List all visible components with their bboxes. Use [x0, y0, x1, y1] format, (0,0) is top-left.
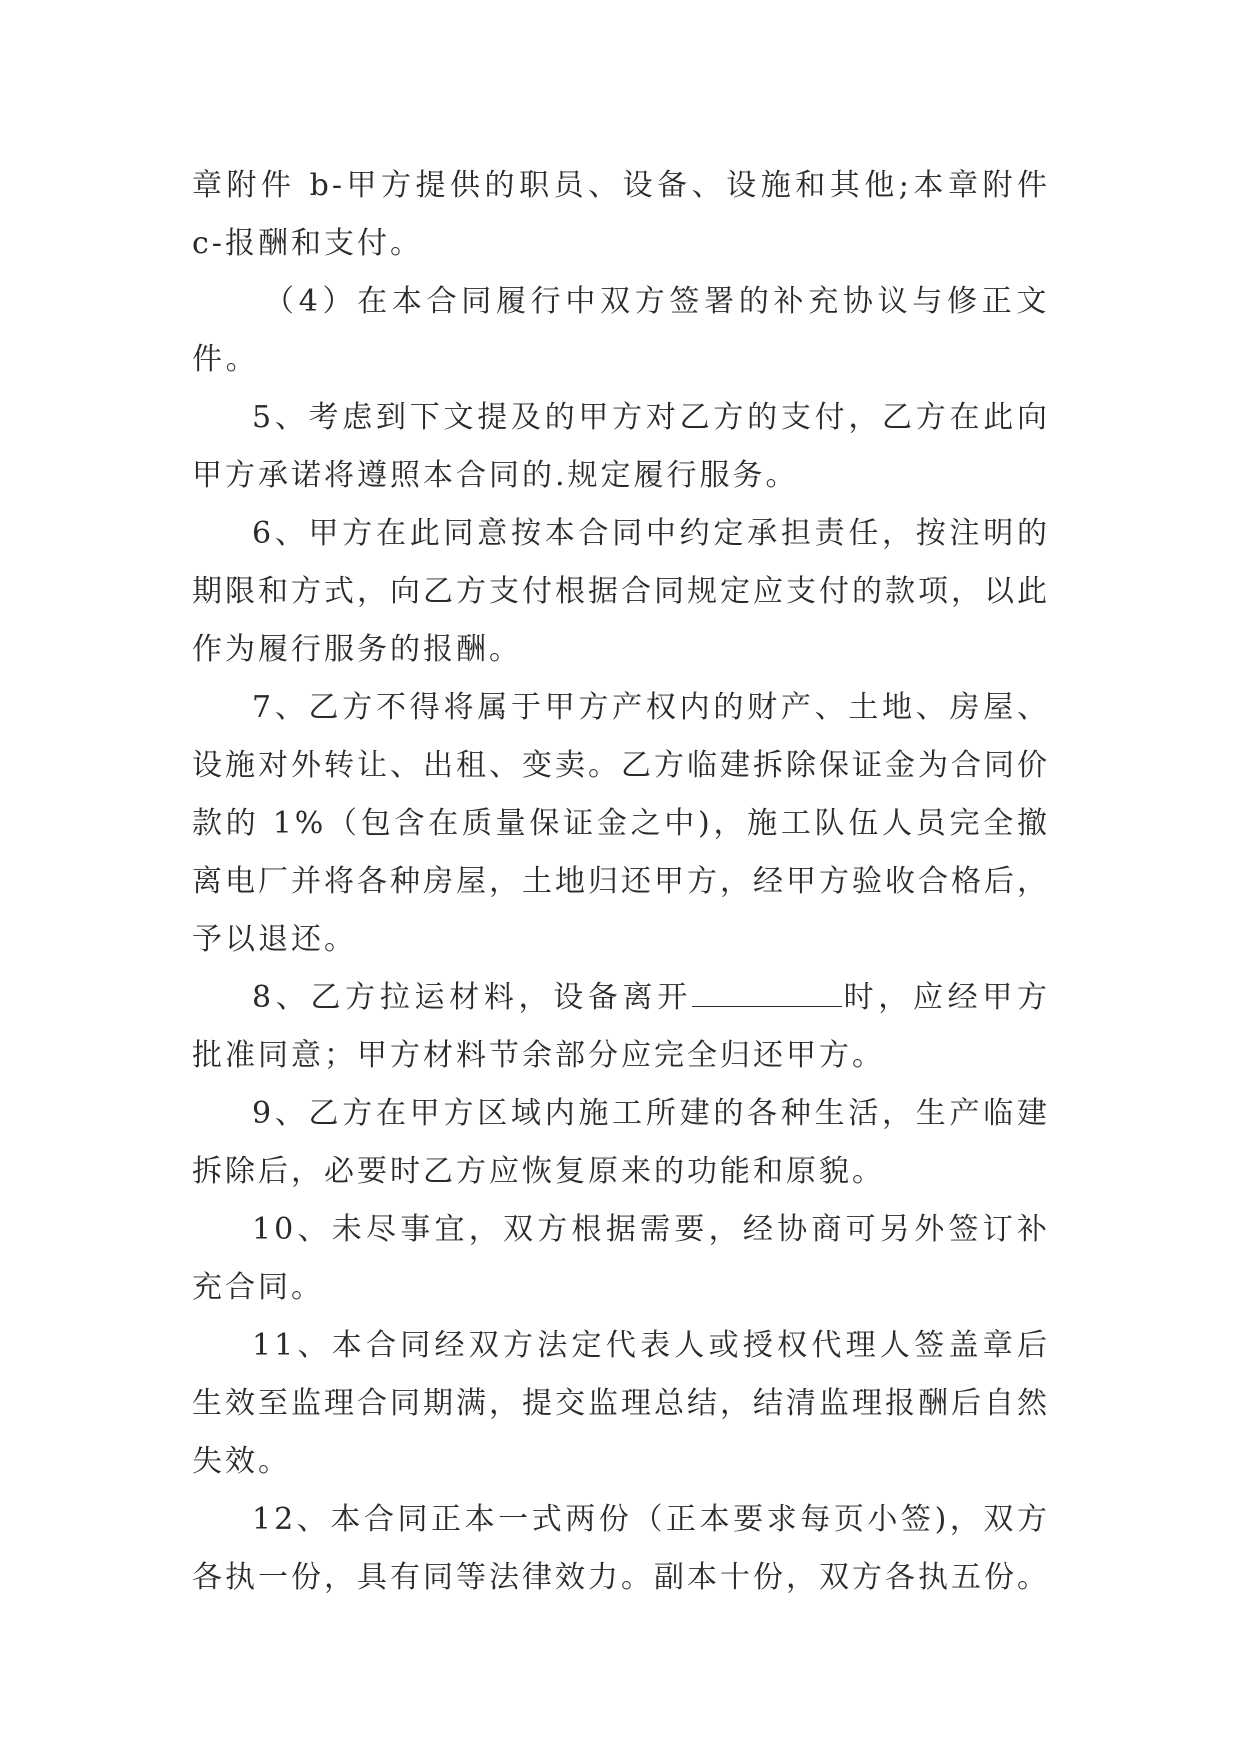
paragraph-item-11: 11、本合同经双方法定代表人或授权代理人签盖章后生效至监理合同期满，提交监理总结，结清监理报酬后自然失效。	[192, 1328, 1050, 1479]
paragraph-item-8-before: 8、乙方拉运材料，设备离开	[252, 980, 692, 1015]
paragraph-item-4: （4）在本合同履行中双方签署的补充协议与修正文件。	[192, 284, 1050, 377]
paragraph-annex-continuation: 章附件 b-甲方提供的职员、设备、设施和其他;本章附件 c-报酬和支付。	[192, 168, 1050, 261]
fill-in-blank	[692, 1005, 842, 1007]
paragraph-item-12: 12、本合同正本一式两份（正本要求每页小签)，双方各执一份，具有同等法律效力。副本十份，双方各执五份。	[192, 1502, 1050, 1595]
paragraph-item-7: 7、乙方不得将属于甲方产权内的财产、土地、房屋、设施对外转让、出租、变卖。乙方临建拆除保证金为合同价款的 1%（包含在质量保证金之中)，施工队伍人员完全撤离电厂并将各种房屋，土地归还甲方，经甲方验收合格后，予以退还。	[192, 690, 1050, 957]
document-body	[192, 157, 1050, 1607]
paragraph-item-6: 6、甲方在此同意按本合同中约定承担责任，按注明的期限和方式，向乙方支付根据合同规定应支付的款项，以此作为履行服务的报酬。	[192, 516, 1050, 667]
paragraph-item-9: 9、乙方在甲方区域内施工所建的各种生活，生产临建拆除后，必要时乙方应恢复原来的功能和原貌。	[192, 1096, 1050, 1189]
paragraph-item-8-after: 时，应经甲方批准同意；甲方材料节余部分应完全归还甲方。	[192, 980, 1050, 1073]
paragraph-item-8	[192, 969, 1050, 1085]
paragraph-item-10: 10、未尽事宜，双方根据需要，经协商可另外签订补充合同。	[192, 1212, 1050, 1305]
paragraph-item-5: 5、考虑到下文提及的甲方对乙方的支付，乙方在此向甲方承诺将遵照本合同的.规定履行服务。	[192, 400, 1050, 493]
